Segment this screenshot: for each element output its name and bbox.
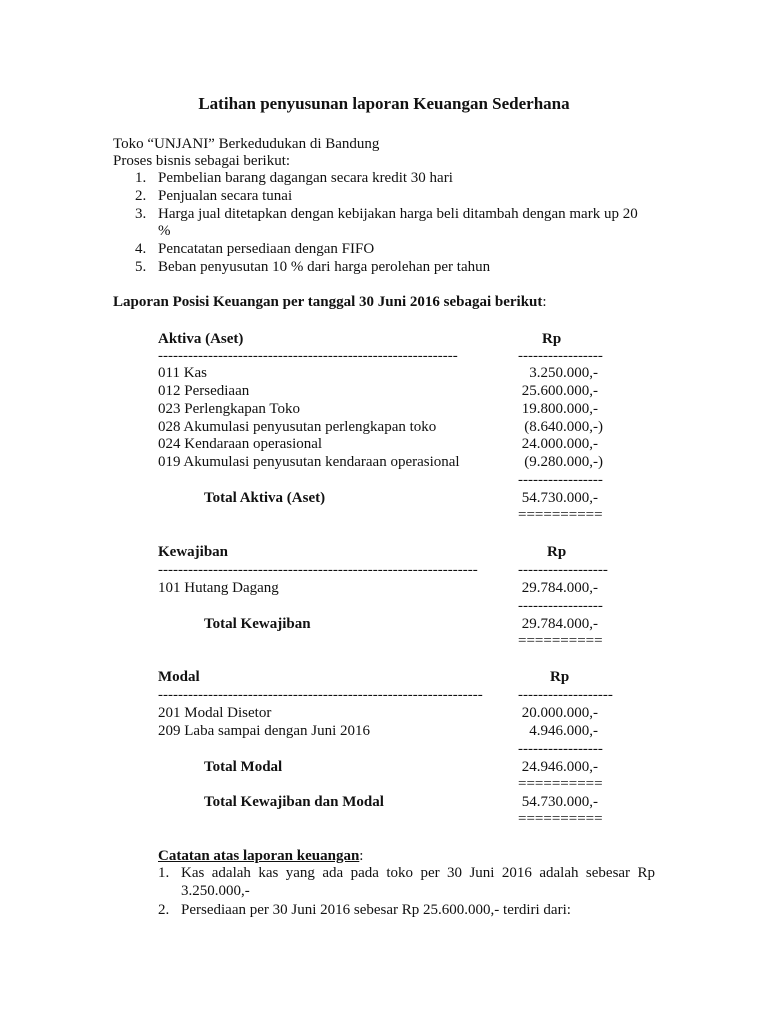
report-heading xyxy=(113,293,547,311)
modal-double-underline: ========== xyxy=(518,776,603,792)
modal-total-amount: 24.946.000,- xyxy=(521,759,598,775)
process-item-text: Penjualan secara tunai xyxy=(158,188,293,204)
report-heading-text: Laporan Posisi Keuangan per tanggal 30 Juni 2016 sebagai berikut xyxy=(113,294,543,310)
aktiva-amount-separator: ----------------- xyxy=(518,348,603,364)
kewajiban-heading: Kewajiban xyxy=(158,544,229,560)
process-item-text: Pembelian barang dagangan secara kredit 30 hari xyxy=(158,170,453,186)
aktiva-row-amount: (9.280.000,-) xyxy=(524,454,603,470)
process-item-text: Pencatatan persediaan dengan FIFO xyxy=(158,241,375,257)
aktiva-row-amount: 3.250.000,- xyxy=(529,365,598,381)
process-item-number: 3. xyxy=(135,206,147,222)
notes-heading-colon: : xyxy=(359,848,364,864)
modal-row-amount: 20.000.000,- xyxy=(521,705,598,721)
kewajiban-row-amount: 29.784.000,- xyxy=(521,580,598,596)
report-heading-colon: : xyxy=(542,294,547,310)
kewajiban-separator: ---------------------------------------------------------------- xyxy=(158,562,478,578)
notes-heading xyxy=(158,847,363,865)
aktiva-heading: Aktiva (Aset) xyxy=(158,331,244,347)
aktiva-row-label: 019 Akumulasi penyusutan kendaraan operasional xyxy=(158,454,460,470)
aktiva-row-amount: 25.600.000,- xyxy=(521,383,598,399)
document-title: Latihan penyusunan laporan Keuangan Sederhana xyxy=(198,94,570,113)
note-item-continuation: 3.250.000,- xyxy=(181,883,250,899)
modal-amount-separator: ------------------- xyxy=(518,687,613,703)
aktiva-row-amount: 24.000.000,- xyxy=(521,436,598,452)
modal-row-label: 201 Modal Disetor xyxy=(158,705,272,721)
aktiva-total-amount: 54.730.000,- xyxy=(521,490,598,506)
process-item-continuation: % xyxy=(158,223,171,239)
kewajiban-double-underline: ========== xyxy=(518,633,603,649)
modal-row-label: 209 Laba sampai dengan Juni 2016 xyxy=(158,723,371,739)
process-item-number: 1. xyxy=(135,170,147,186)
modal-total-label: Total Modal xyxy=(204,759,283,775)
aktiva-currency-label: Rp xyxy=(542,331,562,347)
kewajiban-total-separator: ----------------- xyxy=(518,598,603,614)
aktiva-row-label: 023 Perlengkapan Toko xyxy=(158,401,300,417)
kewajiban-amount-separator: ------------------ xyxy=(518,562,608,578)
modal-separator: ----------------------------------------------------------------- xyxy=(158,687,483,703)
modal-row-amount: 4.946.000,- xyxy=(529,723,598,739)
note-item-text: Persediaan per 30 Juni 2016 sebesar Rp 25.600.000,- terdiri dari: xyxy=(181,902,571,918)
modal-heading: Modal xyxy=(158,669,200,685)
process-item-number: 4. xyxy=(135,241,147,257)
grand-total-double-underline: ========== xyxy=(518,811,603,827)
aktiva-row-label: 028 Akumulasi penyusutan perlengkapan toko xyxy=(158,419,437,435)
modal-currency-label: Rp xyxy=(550,669,570,685)
modal-total-separator: ----------------- xyxy=(518,741,603,757)
note-item-text: Kas adalah kas yang ada pada toko per 30 Juni 2016 adalah sebesar Rp xyxy=(181,865,655,881)
kewajiban-currency-label: Rp xyxy=(547,544,567,560)
aktiva-row-amount: (8.640.000,-) xyxy=(524,419,603,435)
aktiva-total-label: Total Aktiva (Aset) xyxy=(204,490,326,506)
process-item-text: Harga jual ditetapkan dengan kebijakan harga beli ditambah dengan mark up 20 xyxy=(158,206,638,222)
aktiva-separator: ------------------------------------------------------------ xyxy=(158,348,458,364)
aktiva-row-label: 012 Persediaan xyxy=(158,383,250,399)
notes-heading-text: Catatan atas laporan keuangan xyxy=(158,848,360,864)
process-item-number: 2. xyxy=(135,188,147,204)
aktiva-row-label: 024 Kendaraan operasional xyxy=(158,436,323,452)
aktiva-row-label: 011 Kas xyxy=(158,365,208,381)
intro-process-line: Proses bisnis sebagai berikut: xyxy=(113,153,291,169)
note-item-number: 2. xyxy=(158,902,170,918)
kewajiban-row-label: 101 Hutang Dagang xyxy=(158,580,279,596)
process-item-number: 5. xyxy=(135,259,147,275)
grand-total-amount: 54.730.000,- xyxy=(521,794,598,810)
aktiva-row-amount: 19.800.000,- xyxy=(521,401,598,417)
aktiva-total-separator: ----------------- xyxy=(518,472,603,488)
aktiva-double-underline: ========== xyxy=(518,507,603,523)
kewajiban-total-label: Total Kewajiban xyxy=(204,616,311,632)
kewajiban-total-amount: 29.784.000,- xyxy=(521,616,598,632)
note-item-number: 1. xyxy=(158,865,170,881)
intro-store-line: Toko “UNJANI” Berkedudukan di Bandung xyxy=(113,136,380,152)
process-item-text: Beban penyusutan 10 % dari harga perolehan per tahun xyxy=(158,259,491,275)
grand-total-label: Total Kewajiban dan Modal xyxy=(204,794,384,810)
